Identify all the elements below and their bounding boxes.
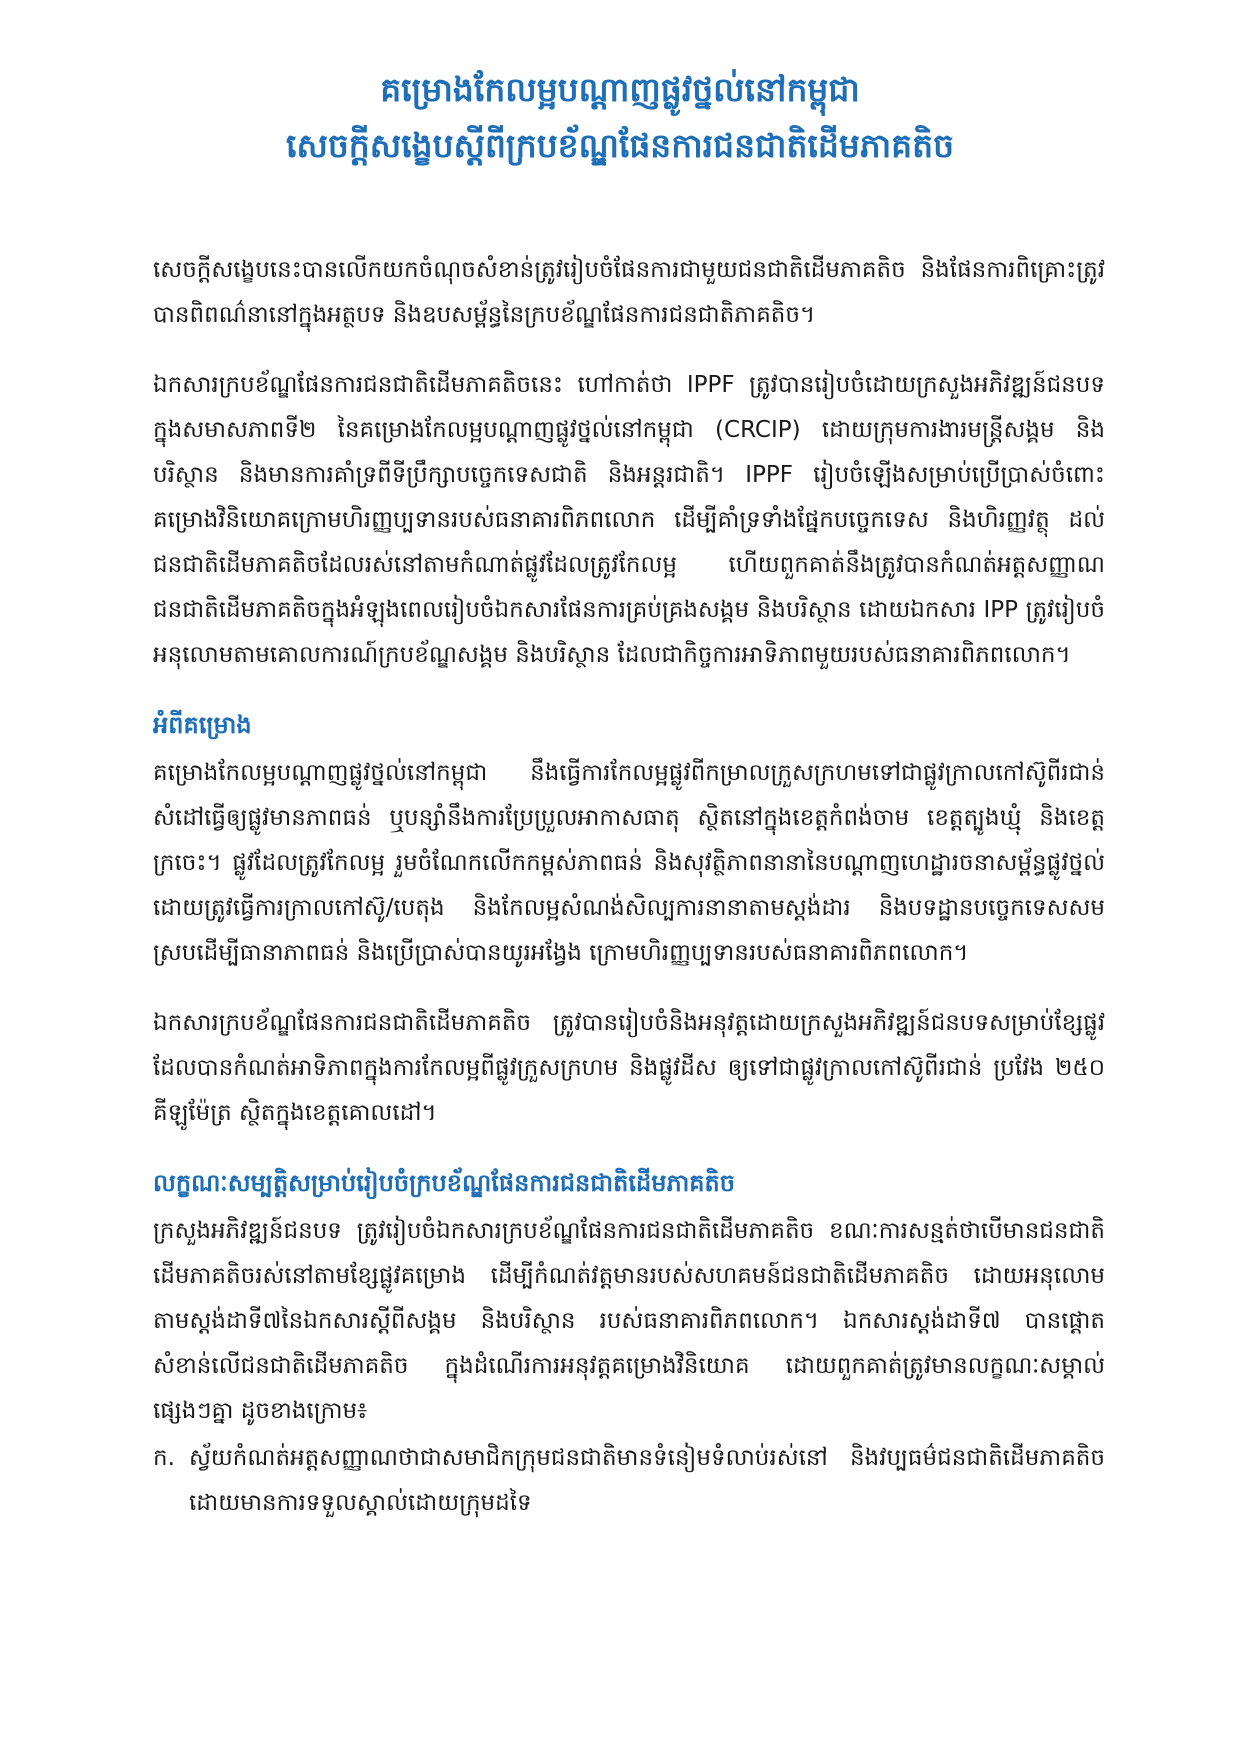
eligibility-paragraph: ក្រសួងអភិវឌ្ឍន៍ជនបទ ត្រូវរៀបចំឯកសារក្របខ័ណ្ឌផែនការជនជាតិដើមភាគតិច ខណៈការសន្មត់ថាបើមានជនជាតិដើមភាគតិចរស់នៅតាមខ្សែផ្លូវគម្រោង ដើម្បីកំណត់វត្តមានរបស់សហគមន៍ជនជាតិដើមភាគតិច ដោយអនុលោមតាមស្តង់ដាទី៧នៃឯកសារស្តីពីសង្គម និងបរិស្ថាន របស់ធនាគារពិភពលោក។ ឯកសារស្តង់ដាទី៧ បានផ្តោតសំខាន់លើជនជាតិដើមភាគតិច ក្នុងដំណើរការអនុវត្តគម្រោងវិនិយោគ ដោយពួកគាត់ត្រូវមានលក្ខណៈសម្គាល់ផ្សេងៗគ្នា ដូចខាងក្រោម៖	[153, 1218, 1105, 1424]
section-heading-eligibility: លក្ខណៈសម្បត្តិសម្រាប់រៀបចំក្របខ័ណ្ឌផែនការជនជាតិដើមភាគតិច	[153, 1169, 736, 1197]
document-title-line-2: សេចក្តីសង្ខេបស្តីពីក្របខ័ណ្ឌផែនការជនជាតិដើមភាគតិច	[285, 126, 955, 165]
about-project-paragraph-2: ឯកសារក្របខ័ណ្ឌផែនការជនជាតិដើមភាគតិច ត្រូវបានរៀបចំនិងអនុវត្តដោយក្រសួងអភិវឌ្ឍន៍ជនបទសម្រាប់ខ្សែផ្លូវដែលបានកំណត់អាទិភាពក្នុងការកែលម្អពីផ្លូវក្រួសក្រហម និងផ្លូវដីស ឲ្យទៅជាផ្លូវក្រាលកៅស៊ូពីរជាន់ ប្រវែង ២៥០ គីឡូម៉ែត្រ ស្ថិតក្នុងខេត្តគោលដៅ។	[153, 1010, 1105, 1126]
section-heading-about-project: អំពីគម្រោង	[153, 711, 252, 739]
document-title-block	[120, 62, 1120, 174]
ippf-paragraph: ឯកសារក្របខ័ណ្ឌផែនការជនជាតិដើមភាគតិចនេះ ហៅកាត់ថា IPPF ត្រូវបានរៀបចំដោយក្រសួងអភិវឌ្ឍន៍ជនបទ ក្នុងសមាសភាពទី២ នៃគម្រោងកែលម្អបណ្តាញផ្លូវថ្នល់នៅកម្ពុជា (CRCIP) ដោយក្រុមការងារមន្ត្រីសង្គម និងបរិស្ថាន និងមានការគាំទ្រពីទីប្រឹក្សាបច្ចេកទេសជាតិ និងអន្តរជាតិ។ IPPF រៀបចំឡើងសម្រាប់ប្រើប្រាស់ចំពោះគម្រោងវិនិយោគក្រោមហិរញ្ញប្បទានរបស់ធនាគារពិភពលោក ដើម្បីគាំទ្រទាំងផ្នែកបច្ចេកទេស និងហិរញ្ញវត្ថុ ដល់ជនជាតិដើមភាគតិចដែលរស់នៅតាមកំណាត់ផ្លូវដែលត្រូវកែលម្អ ហើយពួកគាត់នឹងត្រូវបានកំណត់អត្តសញ្ញាណជនជាតិដើមភាគតិចក្នុងអំឡុងពេលរៀបចំឯកសារផែនការគ្រប់គ្រងសង្គម និងបរិស្ថាន ដោយឯកសារ IPP ត្រូវរៀបចំអនុលោមតាមគោលការណ៍ក្របខ័ណ្ឌសង្គម និងបរិស្ថាន ដែលជាកិច្ចការអាទិភាពមួយរបស់ធនាគារពិភពលោក។	[153, 372, 1105, 668]
list-item	[153, 1436, 1105, 1526]
about-project-paragraph-1: គម្រោងកែលម្អបណ្តាញផ្លូវថ្នល់នៅកម្ពុជា នឹងធ្វើការកែលម្អផ្លូវពីកម្រាលក្រួសក្រហមទៅជាផ្លូវក្រាលកៅស៊ូពីរជាន់ សំដៅធ្វើឲ្យផ្លូវមានភាពធន់ ឬបន្សាំនឹងការប្រែប្រួលអាកាសធាតុ ស្ថិតនៅក្នុងខេត្តកំពង់ចាម ខេត្តត្បូងឃ្មុំ និងខេត្តក្រចេះ។ ផ្លូវដែលត្រូវកែលម្អ រួមចំណែកលើកកម្ពស់ភាពធន់ និងសុវត្ថិភាពនានានៃបណ្តាញហេដ្ឋារចនាសម្ព័ន្ធផ្លូវថ្នល់ដោយត្រូវធ្វើការក្រាលកៅស៊ូ/បេតុង និងកែលម្អសំណង់សិល្បការនានាតាមស្តង់ដារ និងបទដ្ឋានបច្ចេកទេសសមស្របដើម្បីធានាភាពធន់ និងប្រើប្រាស់បានយូរអង្វែង ក្រោមហិរញ្ញប្បទានរបស់ធនាគារពិភពលោក។	[153, 760, 1105, 966]
list-marker: ក.	[153, 1445, 175, 1471]
list-item-text: ស្វ័យកំណត់អត្តសញ្ញាណថាជាសមាជិកក្រុមជនជាតិមានទំនៀមទំលាប់រស់នៅ និងវប្បធម៌ជនជាតិដើមភាគតិច ដោយមានការទទួលស្គាល់ដោយក្រុមដទៃ	[189, 1445, 1105, 1516]
intro-paragraph: សេចក្តីសង្ខេបនេះបានលើកយកចំណុចសំខាន់ត្រូវរៀបចំផែនការជាមួយជនជាតិដើមភាគតិច និងផែនការពិគ្រោះត្រូវបានពិពណ៌នានៅក្នុងអត្ថបទ និងឧបសម្ព័ន្ធនៃក្របខ័ណ្ឌផែនការជនជាតិភាគតិច។	[153, 257, 1105, 328]
document-title-line-1: គម្រោងកែលម្អបណ្តាញផ្លូវថ្នល់នៅកម្ពុជា	[380, 70, 860, 109]
document-body	[153, 248, 1105, 1526]
